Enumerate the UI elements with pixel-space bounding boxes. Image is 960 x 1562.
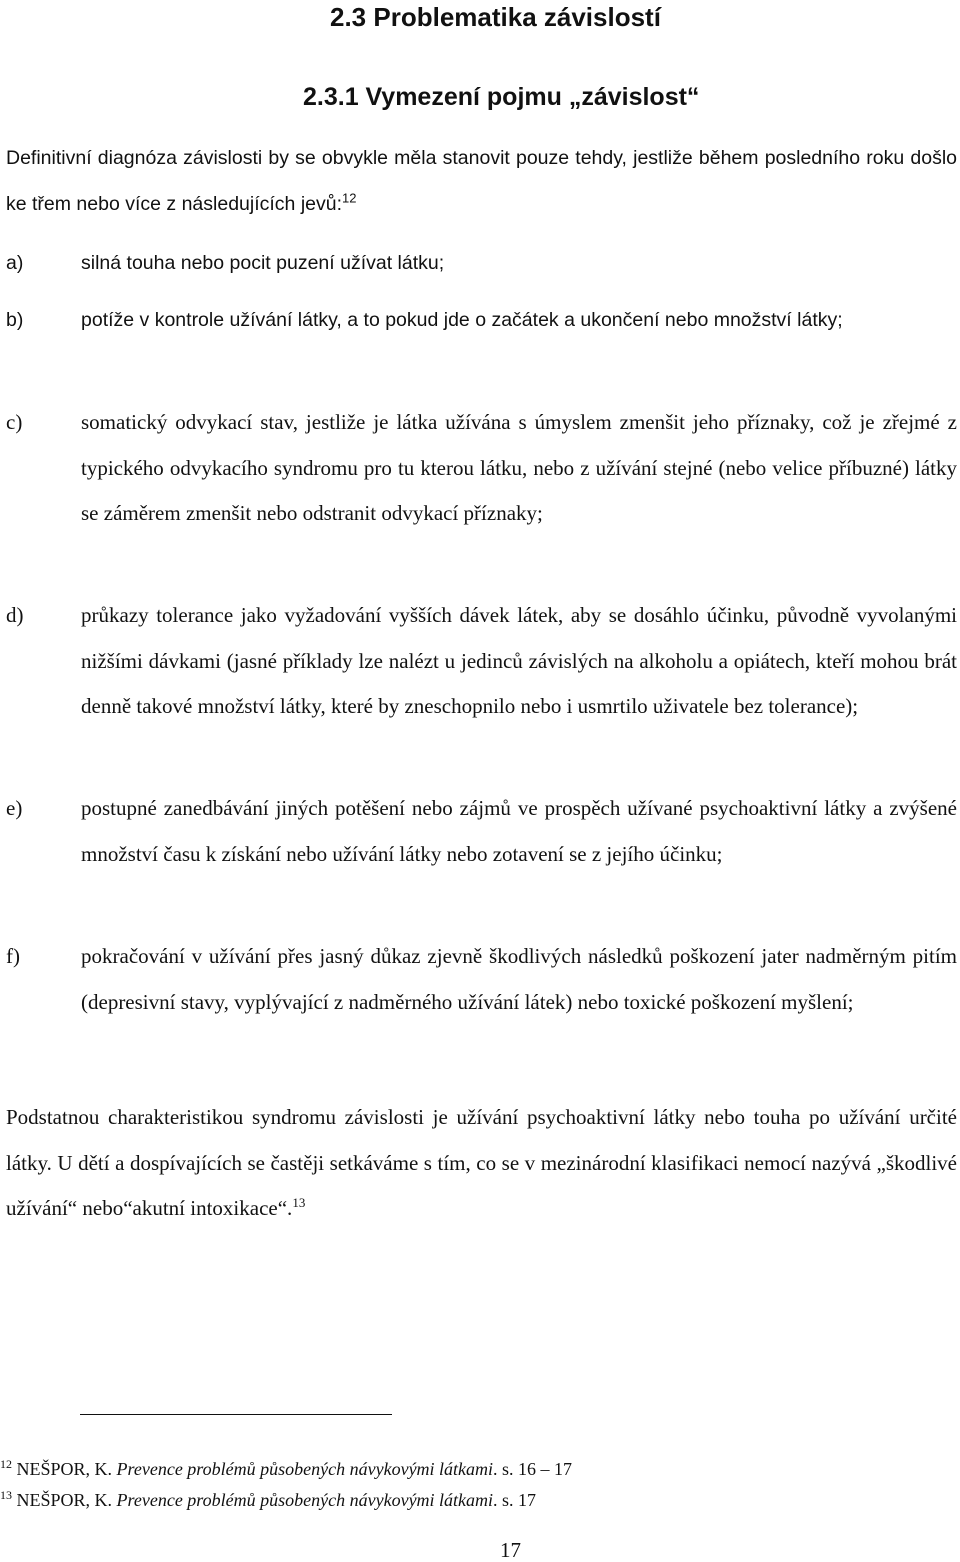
list-item-text: pokračování v užívání přes jasný důkaz zjevně škodlivých následků poškození jater nadměrným pitím (depresivní stavy, vyplývající z nadměrného užívání látek) nebo toxické poškození myšlení; [81,944,957,1014]
section-heading: 2.3 Problematika závislostí [330,2,661,32]
footnote-title: Prevence problémů působených návykovými látkami [116,1490,494,1510]
list-item-d [6,593,957,730]
footnote-pages: . s. 16 – 17 [493,1459,573,1479]
closing-paragraph-text: Podstatnou charakteristikou syndromu závislosti je užívání psychoaktivní látky nebo touha po užívání určité látky. U dětí a dospívajících se častěji setkáváme s tím, co se v mezinárodní klasifikaci nemocí nazývá „škodlivé užívání“ nebo“akutní intoxikace“. [6,1105,957,1220]
list-item-f [6,934,957,1025]
list-item-text: postupné zanedbávání jiných potěšení nebo zájmů ve prospěch užívané psychoaktivní látky a zvýšené množství času k získání nebo užívání látky nebo zotavení se z jejího účinku; [81,796,957,866]
footnote-number: 13 [0,1488,12,1502]
list-marker: a) [6,252,24,274]
footnote-author: NEŠPOR, K. [16,1490,113,1510]
list-item-text: somatický odvykací stav, jestliže je látka užívána s úmyslem zmenšit jeho příznaky, což je zřejmé z typického odvykacího syndromu pro tu kterou látku, nebo z užívání stejné (nebo velice příbuzné) látky se záměrem zmenšit nebo odstranit odvykací příznaky; [81,410,957,525]
list-item-c [6,400,957,537]
footnote-12 [0,1458,950,1480]
list-marker: e) [6,796,23,820]
page-number: 17 [500,1538,521,1562]
footnote-pages: . s. 17 [493,1490,537,1510]
footnote-13 [0,1489,950,1511]
footnote-author: NEŠPOR, K. [16,1459,113,1479]
list-item-text: potíže v kontrole užívání látky, a to pokud jde o začátek a ukončení nebo množství látky; [81,309,843,331]
list-item-text: silná touha nebo pocit puzení užívat látku; [81,252,445,274]
footnote-title: Prevence problémů působených návykovými látkami [116,1459,494,1479]
list-item-text: průkazy tolerance jako vyžadování vyšších dávek látek, aby se dosáhlo účinku, původně vyvolanými nižšími dávkami (jasné příklady lze nalézt u jedinců závislých na alkoholu a opiátech, kteří mohou brát denně takové množství látky, které by zneschopnilo nebo i usmrtilo uživatele bez tolerance); [81,603,957,718]
intro-paragraph [6,136,957,227]
footnote-ref-12[interactable]: 12 [342,190,357,205]
subsection-heading: 2.3.1 Vymezení pojmu „závislost“ [303,83,700,111]
list-marker: f) [6,944,20,968]
footnote-ref-13[interactable]: 13 [292,1195,306,1210]
closing-paragraph [6,1095,957,1232]
list-marker: d) [6,603,24,627]
list-item-a [6,241,957,287]
footnote-separator [80,1414,392,1415]
list-item-e [6,786,957,877]
list-marker: b) [6,309,24,331]
list-item-b [6,298,957,344]
intro-paragraph-text: Definitivní diagnóza závislosti by se obvykle měla stanovit pouze tehdy, jestliže během posledního roku došlo ke třem nebo více z následujících jevů: [6,147,957,215]
list-marker: c) [6,410,23,434]
footnote-number: 12 [0,1457,12,1471]
